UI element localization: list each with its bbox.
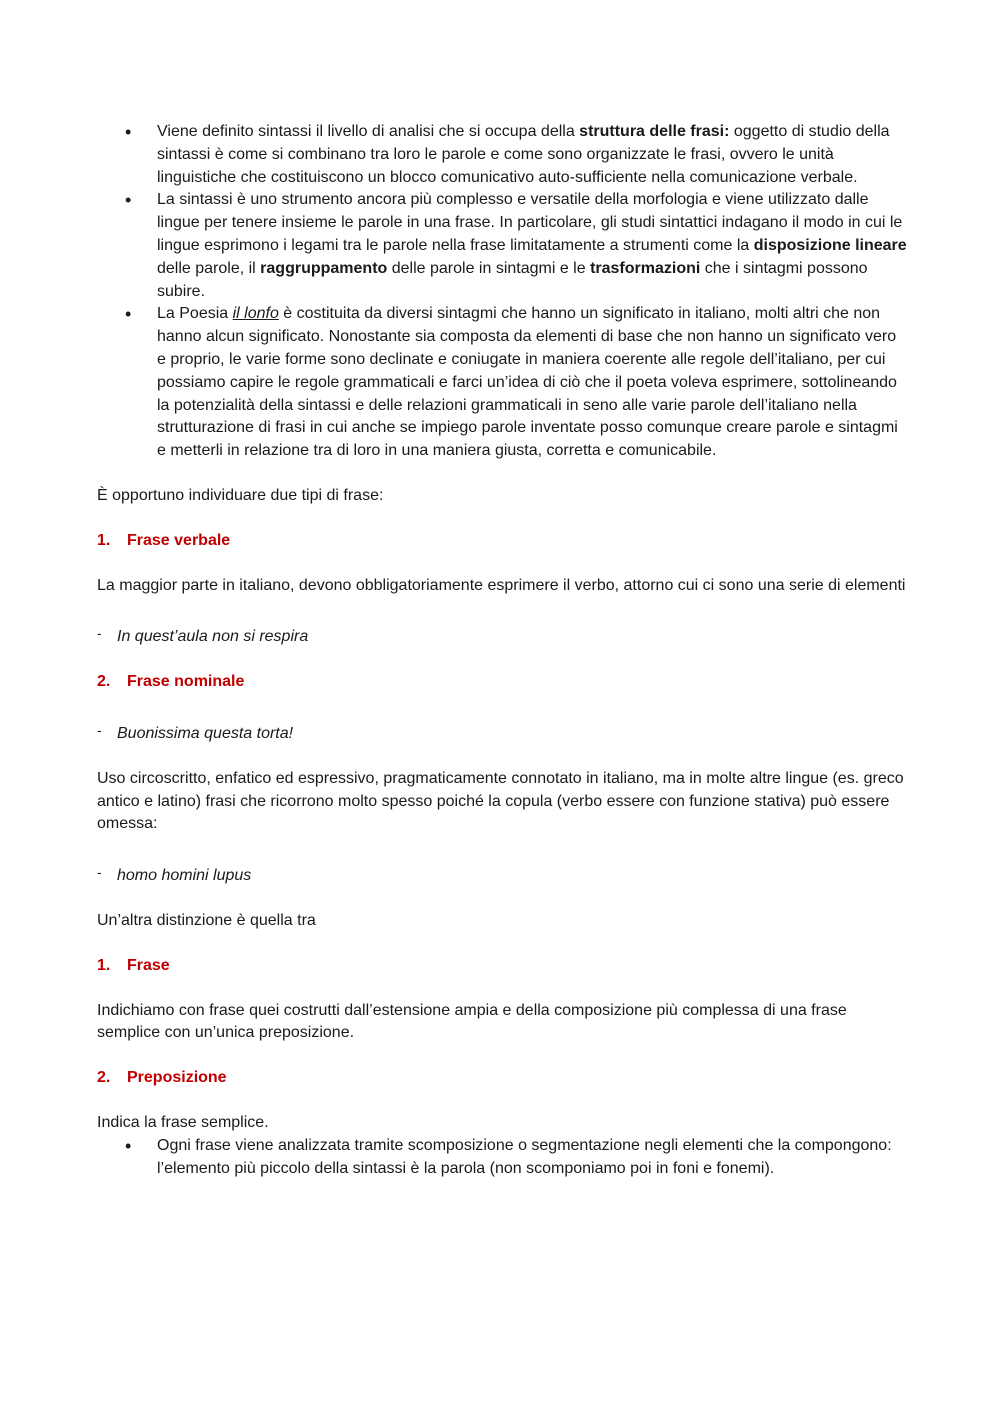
bold-term: struttura delle frasi:	[579, 123, 730, 140]
bold-term: disposizione lineare	[753, 236, 907, 254]
list-item: • Ogni frase viene analizzata tramite scomposizione o segmentazione negli elementi che la compongono: l’elemento più piccolo della sintassi è la parola (non scomponiamo poi in foni e fonemi).	[97, 1135, 907, 1181]
paragraph-frase: Indichiamo con frase quei costrutti dall’estensione ampia e della composizione più complessa di una frase semplice con un’unica preposizione.	[97, 1001, 847, 1042]
list-item: • La sintassi è uno strumento ancora più complesso e versatile della morfologia e viene utilizzato dalle lingue per tenere insieme le parole in una frase. In particolare, gli studi sintattici indagano il modo in cui le lingue esprimono i legami tra le parole nella frase limitatamente a strumenti come la disposizione lineare delle parole, il raggruppamento delle parole in sintagmi e le trasformazioni che i sintagmi possono subire.	[97, 189, 907, 303]
bullet-list-sintassi	[97, 121, 907, 463]
section-heading-frase-verbale: 1. Frase verbale	[97, 531, 231, 549]
section-heading-preposizione: 2. Preposizione	[97, 1069, 227, 1087]
paragraph-preposizione: Indica la frase semplice.	[97, 1113, 269, 1131]
example-item: - homo homini lupus	[97, 865, 907, 888]
dash-bullet-icon: -	[97, 864, 102, 881]
section-heading-frase-nominale: 2. Frase nominale	[97, 673, 245, 691]
example-item: - In quest’aula non si respira	[97, 626, 907, 649]
document-body	[97, 121, 907, 1180]
list-item: • La Poesia il lonfo è costituita da diversi sintagmi che hanno un significato in italiano, molti altri che non hanno alcun significato. Nonostante sia composta da elementi di base che non hanno un significato vero e proprio, le varie forme sono declinate e coniugate in maniera coerente alle regole dell’italiano, per cui possiamo capire le regole grammaticali e farci un’idea di ciò che il poeta voleva esprimere, sottolineando la potenzialità della sintassi e delle relazioni grammaticali in seno alle varie parole dell’italiano nella strutturazione di frasi in cui anche se impiego parole inventate posso comunque creare parole e sintagmi e metterli in relazione tra di loro in una maniera giusta, corretta e comunicabile.	[97, 303, 907, 463]
paragraph-frase-verbale: La maggior parte in italiano, devono obbligatoriamente esprimere il verbo, attorno cui ci sono una serie di elementi	[97, 576, 906, 594]
bold-term: trasformazioni	[590, 259, 701, 277]
poem-title: il lonfo	[232, 305, 279, 323]
section-heading-frase: 1. Frase	[97, 956, 170, 974]
example-item: - Buonissima questa torta!	[97, 723, 907, 746]
paragraph-frase-nominale: Uso circoscritto, enfatico ed espressivo, pragmaticamente connotato in italiano, ma in molte altre lingue (es. greco antico e latino) frasi che ricorrono molto spesso poiché la copula (verbo essere con funzione stativa) può essere omessa:	[97, 769, 904, 833]
list-item: • Viene definito sintassi il livello di analisi che si occupa della struttura delle frasi: oggetto di studio della sintassi è come si combinano tra loro le parole e come sono organizzate le frasi, ovvero le unità linguistiche che costituiscono un blocco comunicativo auto-sufficiente nella comunicazione verbale.	[97, 121, 907, 189]
intro-paragraph: Un’altra distinzione è quella tra	[97, 911, 316, 929]
dash-bullet-icon: -	[97, 721, 102, 738]
intro-paragraph: È opportuno individuare due tipi di frase:	[97, 486, 384, 504]
dash-bullet-icon: -	[97, 625, 102, 642]
bold-term: raggruppamento	[260, 259, 388, 277]
bullet-list-segmentazione	[97, 1135, 907, 1181]
